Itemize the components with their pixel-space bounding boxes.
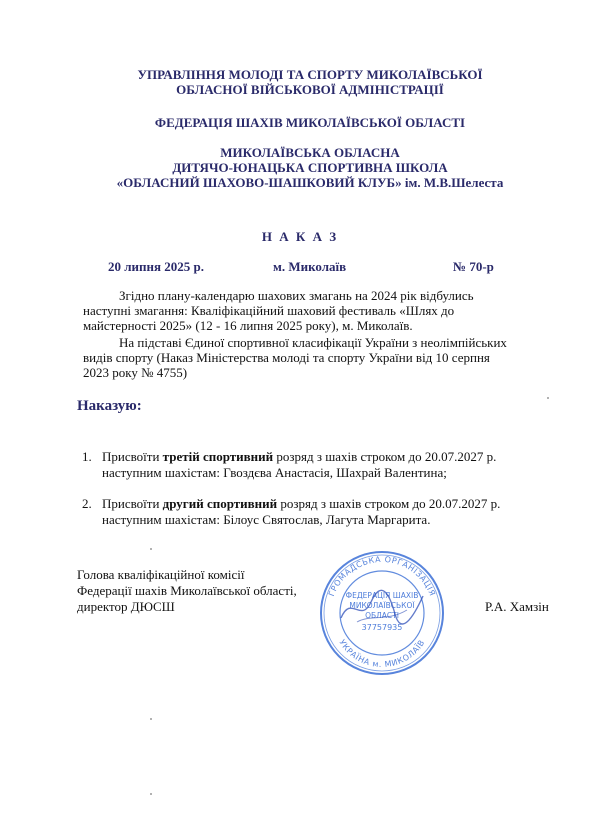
list-item-text [102,496,537,528]
scan-speck [547,397,549,399]
stamp-outer-top: ГРОМАДСЬКА ОРГАНІЗАЦІЯ [327,554,437,598]
paragraph-2-line3: 2023 року № 4755) [83,365,188,380]
header-org3-line3: «ОБЛАСНИЙ ШАХОВО-ШАШКОВИЙ КЛУБ» ім. М.В.Шелеста [116,175,504,190]
stamp-center-2: МИКОЛАЇВСЬКОЇ [349,601,415,610]
signature-line1: Голова кваліфікаційної комісії [77,567,245,582]
header-org1 [60,67,560,97]
header-org3 [60,145,560,190]
header-org1-line1: УПРАВЛІННЯ МОЛОДІ ТА СПОРТУ МИКОЛАЇВСЬКОЇ [137,67,483,82]
order-label: Наказую: [77,398,142,414]
scan-speck [150,793,152,795]
header-org2: ФЕДЕРАЦІЯ ШАХІВ МИКОЛАЇВСЬКОЇ ОБЛАСТІ [154,115,466,130]
paragraph-1 [83,288,530,333]
scan-speck [150,718,152,720]
header-org3-line1: МИКОЛАЇВСЬКА ОБЛАСНА [220,145,400,160]
document-title: Н А К А З [261,229,339,244]
list-item-players: наступним шахістам: Гвоздєва Анастасія, Шахрай Валентина; [102,465,447,480]
list-item-number: 1. [82,449,92,464]
list-item-number: 2. [82,496,92,511]
paragraph-1-line1: Згідно плану-календарю шахових змагань на 2024 рік відбулись [119,288,474,303]
list-item-post: розряд з шахів строком до 20.07.2027 р. [273,449,497,464]
header-org1-line2: ОБЛАСНОЇ ВІЙСЬКОВОЇ АДМІНІСТРАЦІЇ [176,82,444,97]
paragraph-2-line1: На підставі Єдиної спортивної класифікації України з неолімпійських [119,335,507,350]
stamp-outer-bottom: УКРАЇНА м. МИКОЛАЇВ [337,638,427,670]
stamp-code: 37757935 [361,623,403,632]
list-item [82,449,537,481]
list-item-players: наступним шахістам: Білоус Святослав, Лагута Маргарита. [102,512,431,527]
list-item [82,496,537,528]
paragraph-1-line2: наступні змагання: Кваліфікаційний шаховий фестиваль «Шлях до [83,303,455,318]
stamp-center-1: ФЕДЕРАЦІЯ ШАХІВ [345,591,419,600]
paragraph-2 [83,335,530,380]
list-item-rank: другий спортивний [162,496,278,511]
list-item-pre: Присвоїти [102,449,163,464]
paragraph-2-line2: видів спорту (Наказ Міністерства молоді та спорту України від 10 серпня [83,350,490,365]
signature-block [77,567,297,615]
signature-name: Р.А. Хамзін [485,599,549,614]
signature-mark [337,588,427,628]
list-item-pre: Присвоїти [102,496,163,511]
list-item-text [102,449,537,481]
stamp-center-3: ОБЛАСТІ [365,611,399,620]
document-number: № 70-р [453,259,494,274]
signature-line3: директор ДЮСШ [77,599,175,614]
list-item-post: розряд з шахів строком до 20.07.2027 р. [277,496,501,511]
scan-speck [150,548,152,550]
signature-line2: Федерації шахів Миколаївської області, [77,583,297,598]
paragraph-1-line3: майстерності 2025» (12 - 16 липня 2025 року), м. Миколаїв. [83,318,413,333]
document-date: 20 липня 2025 р. [108,259,205,274]
list-item-rank: третій спортивний [162,449,274,464]
header-org3-line2: ДИТЯЧО-ЮНАЦЬКА СПОРТИВНА ШКОЛА [172,160,448,175]
document-city: м. Миколаїв [273,259,347,274]
